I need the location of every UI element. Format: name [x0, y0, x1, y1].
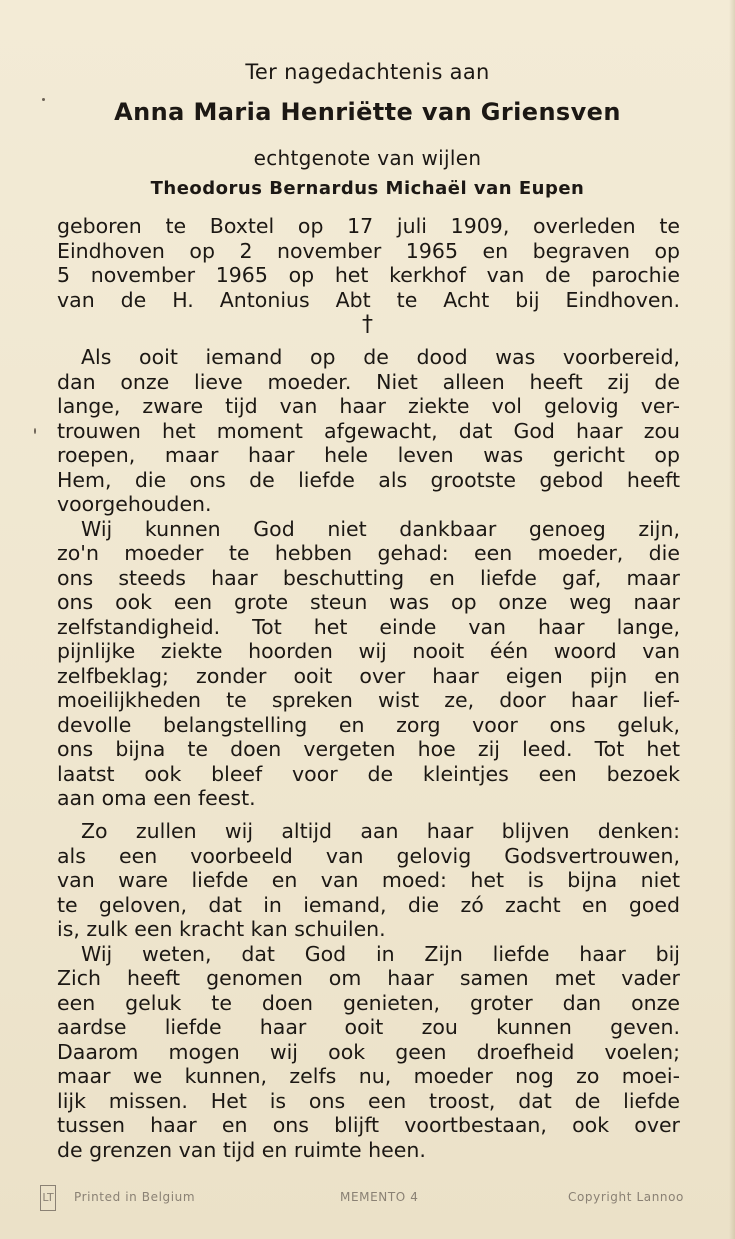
paragraph-line: Wij weten, dat God in Zijn liefde haar bij — [81, 941, 680, 966]
paragraph-line: dan onze lieve moeder. Niet alleen heeft zij de — [57, 369, 680, 394]
biography-line: geboren te Boxtel op 17 juli 1909, overleden te — [57, 214, 680, 238]
paragraph-line: maar we kunnen, zelfs nu, moeder nog zo moei- — [57, 1064, 680, 1088]
paragraph-last-line: is, zulk een kracht kan schuilen. — [57, 917, 386, 941]
paragraph-line: een geluk te doen genieten, groter dan onze — [57, 990, 680, 1015]
paragraph-last-line: de grenzen van tijd en ruimte heen. — [57, 1137, 426, 1162]
paragraph-line: ons ook een grote steun was op onze weg naar — [57, 590, 680, 614]
paper-speck — [34, 428, 36, 434]
printer-logo-icon: LT — [40, 1185, 56, 1211]
biography-line: Eindhoven op 2 november 1965 en begraven op — [57, 238, 680, 263]
paragraph-line: pijnlijke ziekte hoorden wij nooit één woord van — [57, 639, 680, 663]
copyright-text: Copyright Lannoo — [568, 1190, 684, 1204]
paragraph-line: Als ooit iemand op de dood was voorbereid, — [81, 345, 680, 369]
paragraph-line: ons steeds haar beschutting en liefde gaf, maar — [57, 565, 680, 590]
deceased-name: Anna Maria Henriëtte van Griensven — [114, 98, 621, 126]
paragraph-line: lijk missen. Het is ons een troost, dat de liefde — [57, 1088, 680, 1113]
paragraph-line: Daarom mogen wij ook geen droefheid voelen; — [57, 1039, 680, 1064]
paragraph-line: Zo zullen wij altijd aan haar blijven denken: — [81, 819, 680, 843]
paragraph-line: Wij kunnen God niet dankbaar genoeg zijn, — [81, 516, 680, 541]
paragraph-line: devolle belangstelling en zorg voor ons geluk, — [57, 712, 680, 737]
paragraph-line: laatst ook bleef voor de kleintjes een bezoek — [57, 761, 680, 786]
biography-line: 5 november 1965 op het kerkhof van de parochie — [57, 263, 680, 287]
paragraph-line: als een voorbeeld van gelovig Godsvertrouwen, — [57, 843, 680, 868]
spouse-name: Theodorus Bernardus Michaël van Eupen — [150, 178, 585, 199]
printed-in-text: Printed in Belgium — [74, 1190, 196, 1204]
paragraph-line: moeilijkheden te spreken wist ze, door haar lief- — [57, 688, 680, 712]
paragraph-line: roepen, maar haar hele leven was gericht op — [57, 443, 680, 467]
paragraph-line: van ware liefde en van moed: het is bijna niet — [57, 868, 680, 892]
paragraph-line: ons bijna te doen vergeten hoe zij leed. Tot het — [57, 737, 680, 761]
paragraph-last-line: aan oma een feest. — [57, 786, 256, 810]
paragraph-line: zelfstandigheid. Tot het einde van haar lange, — [57, 614, 680, 639]
paragraph-last-line: voorgehouden. — [57, 492, 212, 516]
paragraph-line: zo'n moeder te hebben gehad: een moeder, die — [57, 541, 680, 565]
paragraph-line: zelfbeklag; zonder ooit over haar eigen pijn en — [57, 663, 680, 688]
biography-line: van de H. Antonius Abt te Acht bij Eindhoven. — [57, 287, 680, 312]
cross-icon: † — [362, 312, 373, 337]
paragraph-line: trouwen het moment afgewacht, dat God haar zou — [57, 418, 680, 443]
paper-speck — [42, 98, 45, 101]
paragraph-line: aardse liefde haar ooit zou kunnen geven. — [57, 1015, 680, 1039]
paragraph-line: lange, zware tijd van haar ziekte vol gelovig ver- — [57, 394, 680, 418]
paragraph-line: te geloven, dat in iemand, die zó zacht en goed — [57, 892, 680, 917]
paragraph-line: tussen haar en ons blijft voortbestaan, ook over — [57, 1113, 680, 1137]
paragraph-line: Zich heeft genomen om haar samen met vader — [57, 966, 680, 990]
spouse-intro-text: echtgenote van wijlen — [253, 146, 482, 170]
memento-number: MEMENTO 4 — [340, 1190, 419, 1204]
paragraph-line: Hem, die ons de liefde als grootste gebod heeft — [57, 467, 680, 492]
intro-text: Ter nagedachtenis aan — [245, 60, 490, 84]
